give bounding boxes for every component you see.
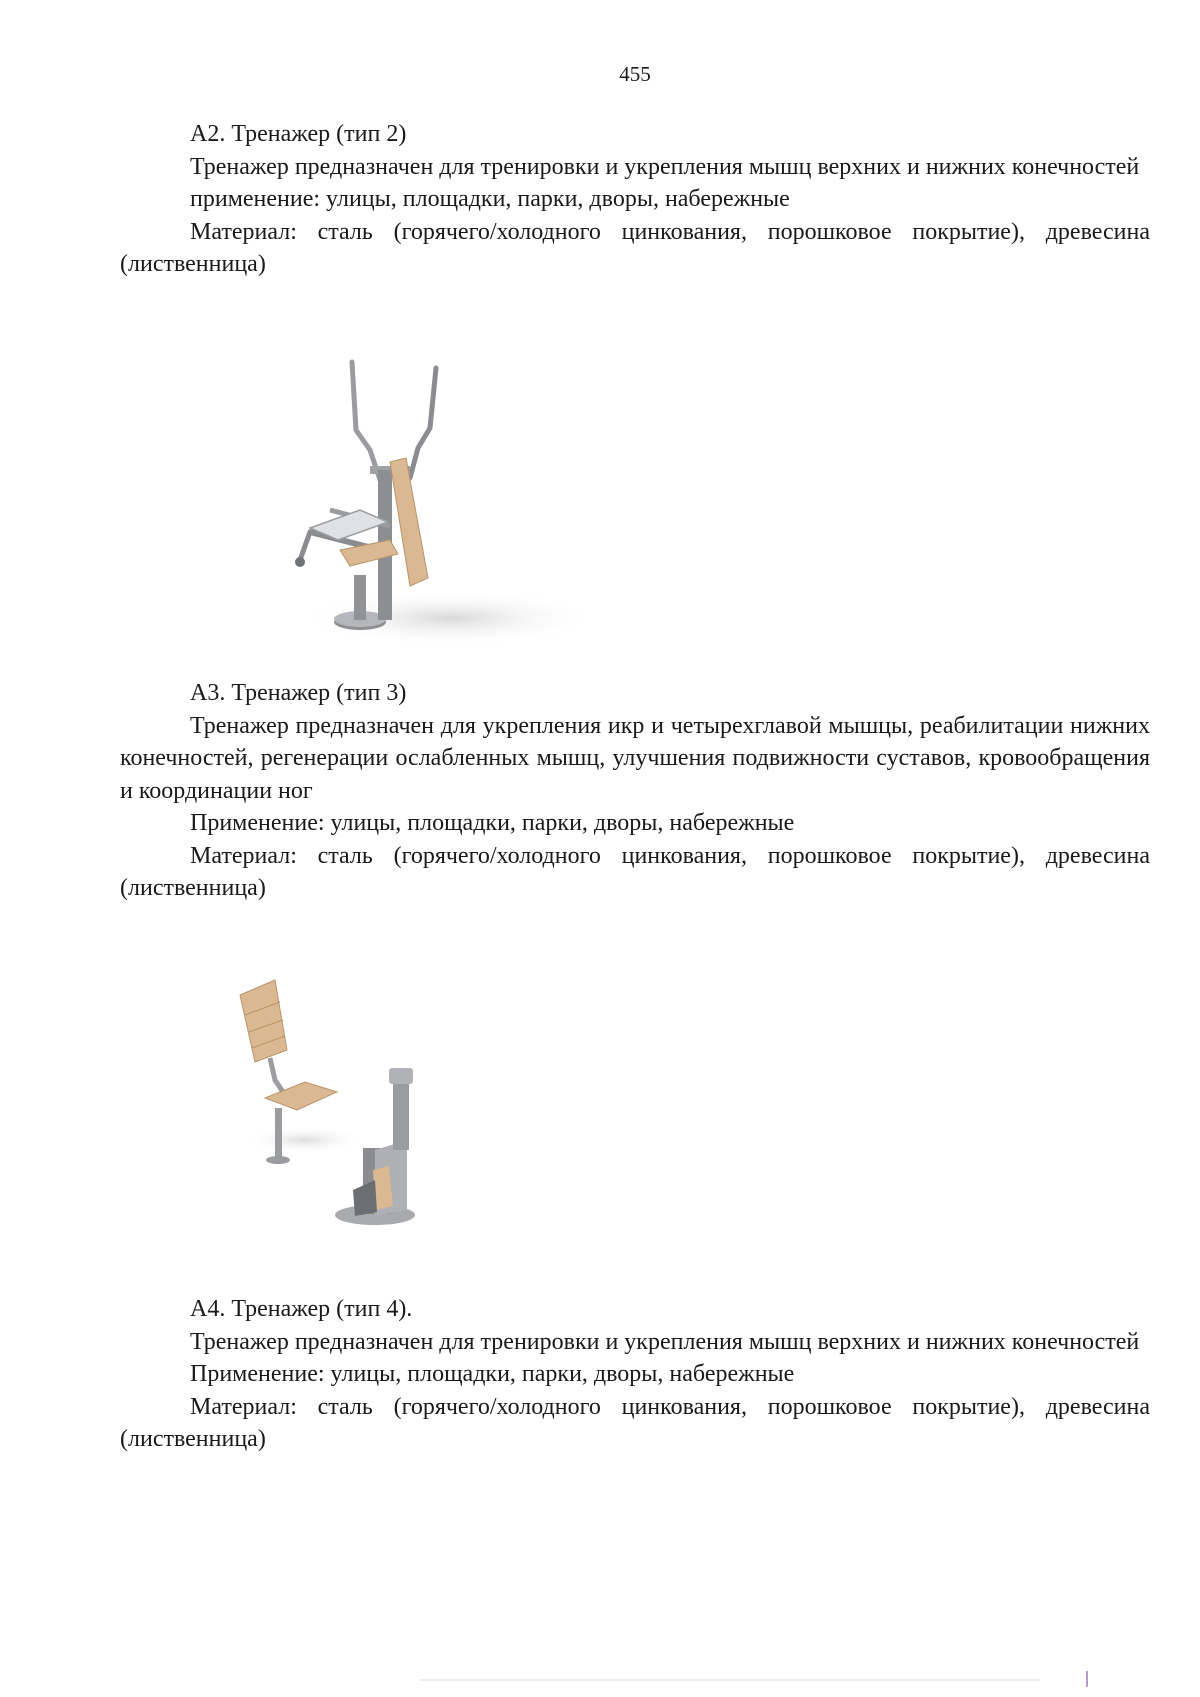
section-a4-description: Тренажер предназначен для тренировки и укрепления мышц верхних и нижних конечностей (190, 1328, 1140, 1355)
section-a4-heading: А4. Тренажер (тип 4). (190, 1296, 413, 1322)
section-a3-usage: Применение: улицы, площадки, парки, дворы, набережные (190, 810, 795, 836)
section-a2 (120, 118, 1150, 281)
section-a3-heading: А3. Тренажер (тип 3) (190, 680, 407, 706)
scan-edge-line (420, 1679, 1040, 1681)
section-a2-description: Тренажер предназначен для тренировки и укрепления мышц верхних и нижних конечностей (190, 153, 1140, 180)
page-number: 455 (619, 62, 651, 86)
section-a4-material: Материал: сталь (горячего/холодного цинкования, порошковое покрытие), древесина (лиственница) (120, 1393, 1150, 1452)
scan-edge-mark (1086, 1671, 1088, 1687)
leg-trainer-image (225, 970, 475, 1230)
section-a3 (120, 677, 1150, 905)
section-a3-description: Тренажер предназначен для укрепления икр и четырехглавой мышцы, реабилитации нижних конечностей, регенерации ослабленных мышц, улучшения подвижности суставов, кровообращения и координации ног (120, 712, 1150, 804)
section-a4 (120, 1293, 1150, 1456)
section-a2-material: Материал: сталь (горячего/холодного цинкования, порошковое покрытие), древесина (лиственница) (120, 218, 1150, 277)
section-a2-heading: А2. Тренажер (тип 2) (190, 121, 407, 147)
section-a4-usage: Применение: улицы, площадки, парки, дворы, набережные (190, 1361, 795, 1387)
section-a3-material: Материал: сталь (горячего/холодного цинкования, порошковое покрытие), древесина (лиственница) (120, 842, 1150, 901)
section-a2-usage: применение: улицы, площадки, парки, дворы, набережные (190, 186, 790, 212)
elliptical-trainer-image (270, 350, 600, 650)
